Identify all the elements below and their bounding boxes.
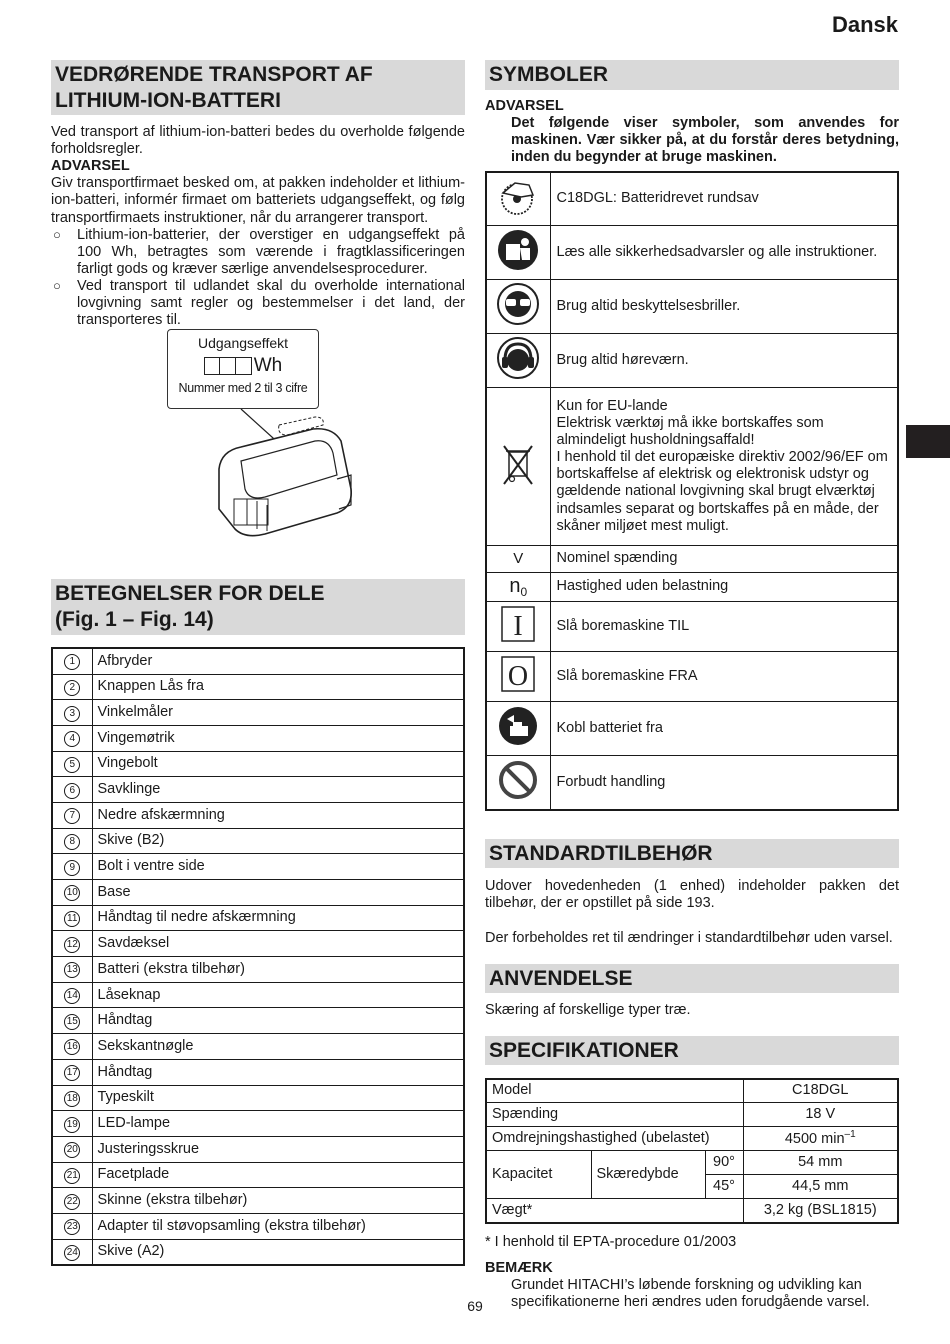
parts-row: [52, 777, 464, 803]
voltage-symbol: V: [513, 549, 524, 567]
right-column: [485, 60, 899, 1311]
part-label: Vingemøtrik: [92, 725, 464, 751]
weee-bin-icon: [498, 476, 538, 492]
battery-label-figure: [51, 329, 465, 579]
specs-heading: SPECIFIKATIONER: [485, 1036, 899, 1065]
specs-table: [485, 1078, 899, 1224]
part-number: 10: [64, 885, 80, 901]
label-title: Udgangseffekt: [197, 335, 289, 352]
bullet-circle-icon: ○: [53, 226, 61, 242]
part-label: Skive (B2): [92, 828, 464, 854]
symbol-row: [486, 652, 898, 702]
usage-heading: ANVENDELSE: [485, 964, 899, 993]
part-number: 20: [64, 1142, 80, 1158]
part-number: 17: [64, 1065, 80, 1081]
spec-row: Omdrejningshastighed (ubelastet) 4500 $\min^{-1}$: [486, 1127, 898, 1151]
symbol-row: [486, 545, 898, 572]
symbol-row: [486, 225, 898, 279]
parts-heading: BETEGNELSER FOR DELE (Fig. 1 – Fig. 14): [51, 579, 465, 635]
part-label: Knappen Lås fra: [92, 674, 464, 700]
part-label: LED-lampe: [92, 1111, 464, 1137]
usage-text: Skæring af forskellige typer træ.: [485, 1001, 691, 1018]
part-label: Adapter til støvopsamling (ekstra tilbehør): [92, 1213, 464, 1239]
part-number: 16: [64, 1039, 80, 1055]
part-label: Bolt i ventre side: [92, 854, 464, 880]
digit-box: [220, 357, 236, 375]
part-number: 18: [64, 1091, 80, 1107]
transport-bullet: ○ Lithium-ion-batterier, der overstiger en udgangseffekt på 100 Wh, betragtes som værende i fragtklassificeringen farligt gods og kræver særlige anvendelsesprocedurer.: [53, 226, 465, 277]
digit-box: [204, 357, 220, 375]
svg-text:O: O: [508, 661, 529, 693]
digit-box: [236, 357, 252, 375]
part-number: 7: [64, 808, 80, 824]
symbol-row: [486, 572, 898, 601]
parts-row: [52, 1136, 464, 1162]
part-number: 1: [64, 654, 80, 670]
parts-row: [52, 982, 464, 1008]
transport-heading: VEDRØRENDE TRANSPORT AF LITHIUM-ION-BATTERI: [51, 60, 465, 115]
spec-row: 45° 44,5 mm: [486, 1175, 898, 1199]
part-label: Håndtag: [92, 1008, 464, 1034]
part-number: 6: [64, 783, 80, 799]
safety-glasses-icon: [496, 314, 540, 330]
spec-row: Model C18DGL: [486, 1079, 898, 1103]
parts-row: [52, 1239, 464, 1265]
part-label: Savdæksel: [92, 931, 464, 957]
parts-row: [52, 1213, 464, 1239]
parts-row: [52, 880, 464, 906]
symbol-description: Nominel spænding: [550, 545, 898, 572]
part-label: Håndtag til nedre afskærmning: [92, 905, 464, 931]
page-number: 69: [467, 1298, 483, 1314]
part-number: 23: [64, 1219, 80, 1235]
part-number: 19: [64, 1117, 80, 1133]
part-number: 22: [64, 1194, 80, 1210]
transport-warning-text: Giv transportfirmaet besked om, at pakken indeholder et lithium-ion-batteri, informér firmaet om batteriets udgangseffekt, og følg transportfirmaets instruktioner, når du arrangerer transport.: [51, 175, 465, 226]
parts-row: [52, 648, 464, 674]
parts-row: [52, 725, 464, 751]
left-column: [51, 60, 465, 1266]
symbol-description: Slå boremaskine TIL: [550, 601, 898, 651]
part-label: Sekskantnøgle: [92, 1034, 464, 1060]
parts-row: [52, 1188, 464, 1214]
part-label: Facetplade: [92, 1162, 464, 1188]
language-label: Dansk: [831, 12, 898, 37]
part-label: Justeringsskrue: [92, 1136, 464, 1162]
parts-row: [52, 854, 464, 880]
symbol-row: [486, 333, 898, 387]
parts-row: [52, 674, 464, 700]
part-number: 21: [64, 1168, 80, 1184]
parts-row: [52, 931, 464, 957]
symbol-row: [486, 702, 898, 756]
part-label: Typeskilt: [92, 1085, 464, 1111]
part-label: Vingebolt: [92, 751, 464, 777]
prohibited-icon: [496, 790, 540, 806]
part-number: 24: [64, 1245, 80, 1261]
part-number: 4: [64, 731, 80, 747]
symbol-description: Slå boremaskine FRA: [550, 652, 898, 702]
spec-row: Vægt* 3,2 kg (BSL1815): [486, 1199, 898, 1223]
symbol-description: Hastighed uden belastning: [550, 572, 898, 601]
parts-row: [52, 905, 464, 931]
part-label: Savklinge: [92, 777, 464, 803]
note-label: BEMÆRK: [485, 1259, 553, 1276]
part-number: 13: [64, 962, 80, 978]
parts-row: [52, 1085, 464, 1111]
part-number: 2: [64, 680, 80, 696]
symbols-table: [485, 171, 899, 811]
parts-row: [52, 802, 464, 828]
part-number: 15: [64, 1014, 80, 1030]
parts-row: [52, 1162, 464, 1188]
part-number: 8: [64, 834, 80, 850]
symbol-row: [486, 172, 898, 225]
language-tab-marker: [906, 425, 950, 458]
symbols-warning-label: ADVARSEL: [485, 98, 564, 114]
part-label: Nedre afskærmning: [92, 802, 464, 828]
symbol-description: Læs alle sikkerhedsadvarsler og alle instruktioner.: [550, 225, 898, 279]
spec-row: Spænding 18 V: [486, 1103, 898, 1127]
no-load-speed-symbol: $n_0$: [509, 574, 528, 599]
output-label-box: [167, 329, 319, 409]
symbol-description: Forbudt handling: [550, 756, 898, 811]
part-label: Skive (A2): [92, 1239, 464, 1265]
unit-label: Wh: [253, 354, 283, 376]
symbol-description: Kobl batteriet fra: [550, 702, 898, 756]
part-number: 9: [64, 860, 80, 876]
parts-row: [52, 1008, 464, 1034]
symbols-heading: SYMBOLER: [485, 60, 899, 90]
parts-row: [52, 751, 464, 777]
symbol-description: Kun for EU-lande Elektrisk værktøj må ikke bortskaffes som almindeligt husholdningsaffald! I henhold til det europæiske direktiv 2002/96/EF om bortskaffelse af elektrisk og elektronisk udstyr og gældende national lovgivning skal brugt elværktøj indsamles separat og bortskaffes på en måde, der skåner miljøet mest muligt.: [550, 387, 898, 545]
part-label: Vinkelmåler: [92, 700, 464, 726]
spec-footnote: * I henhold til EPTA-procedure 01/2003: [485, 1233, 737, 1250]
circular-saw-icon: [493, 205, 543, 221]
part-number: 3: [64, 706, 80, 722]
parts-row: [52, 1059, 464, 1085]
part-number: 5: [64, 757, 80, 773]
symbol-row: [486, 601, 898, 651]
switch-on-icon: [496, 610, 540, 648]
symbol-row: [486, 279, 898, 333]
transport-warning-label: ADVARSEL: [51, 158, 130, 175]
part-number: 12: [64, 937, 80, 953]
symbol-description: Brug altid høreværn.: [550, 333, 898, 387]
bullet-circle-icon: ○: [53, 277, 61, 293]
ear-protection-icon: [496, 368, 540, 384]
part-number: 14: [64, 988, 80, 1004]
symbol-description: C18DGL: Batteridrevet rundsav: [550, 172, 898, 225]
switch-off-icon: [496, 661, 540, 698]
parts-row: [52, 1034, 464, 1060]
part-label: Skinne (ekstra tilbehør): [92, 1188, 464, 1214]
part-label: Batteri (ekstra tilbehør): [92, 957, 464, 983]
symbol-row: [486, 756, 898, 811]
symbol-row: [486, 387, 898, 545]
parts-row: [52, 957, 464, 983]
part-label: Håndtag: [92, 1059, 464, 1085]
part-number: 11: [64, 911, 80, 927]
parts-row: [52, 828, 464, 854]
disconnect-battery-icon: [496, 736, 540, 752]
svg-text:I: I: [513, 610, 523, 642]
read-manual-icon: [496, 260, 540, 276]
parts-row: [52, 700, 464, 726]
parts-row: [52, 1111, 464, 1137]
parts-table: [51, 647, 465, 1266]
part-label: Base: [92, 880, 464, 906]
symbol-description: Brug altid beskyttelsesbriller.: [550, 279, 898, 333]
symbols-warning-text: Det følgende viser symboler, som anvendes for maskinen. Vær sikker på, at du forstår deres betydning, inden du begynder at bruge maskinen.: [511, 115, 899, 166]
transport-bullet: ○ Ved transport til udlandet skal du overholde international lovgivning samt regler og bestemmelser i det land, der transporteres til.: [53, 277, 465, 329]
standard-text-2: Der forbeholdes ret til ændringer i standardtilbehør uden varsel.: [485, 929, 893, 946]
part-label: Afbryder: [92, 648, 464, 674]
standard-text-1: Udover hovedenheden (1 enhed) indeholder pakken det tilbehør, der er opstillet på side 193.: [485, 878, 899, 912]
spec-row: Kapacitet Skæredybde 90° 54 mm: [486, 1151, 898, 1175]
label-note: Nummer med 2 til 3 cifre: [178, 381, 308, 396]
transport-intro: Ved transport af lithium-ion-batteri bedes du overholde følgende forholdsregler.: [51, 124, 465, 158]
part-label: Låseknap: [92, 982, 464, 1008]
note-text: Grundet HITACHI’s løbende forskning og udvikling kan specifikationerne heri ændres uden forudgående varsel.: [511, 1277, 870, 1311]
standard-heading: STANDARDTILBEHØR: [485, 839, 899, 868]
